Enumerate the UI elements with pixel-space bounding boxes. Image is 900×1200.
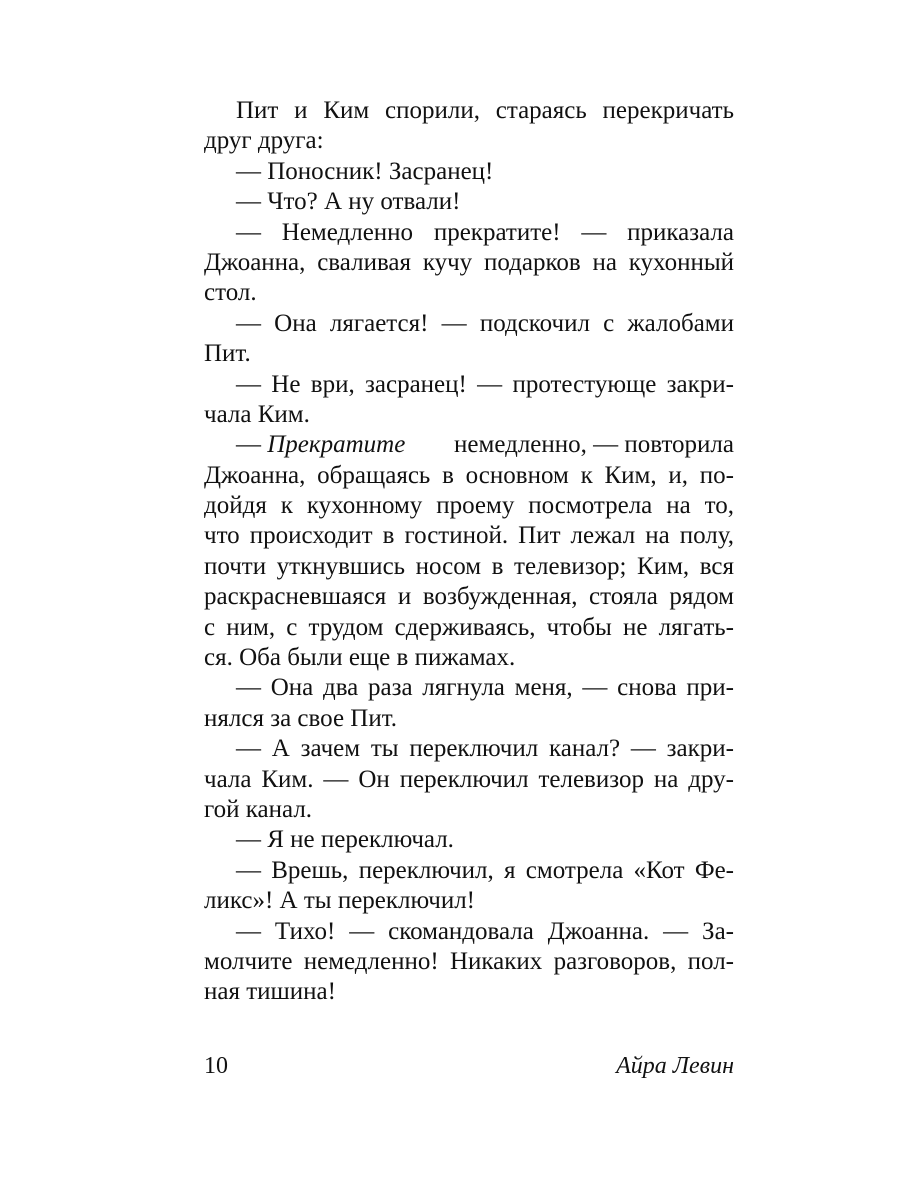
text-line: — Что? А ну отвали! — [236, 188, 461, 216]
text-line: — Тихо! — скомандовала Джоанна. — За- — [236, 917, 734, 945]
italic-phrase-wrap — [236, 430, 405, 460]
text-line: — Врешь, переключил, я смотрела «Кот Фе- — [236, 856, 734, 884]
text-line: — Она лягается! — подскочил с жалобами — [236, 309, 734, 337]
running-footer-author: Айра Левин — [616, 1053, 734, 1079]
text-line: Джоанна, обращаясь в основном к Ким, и, по- — [204, 461, 734, 489]
text-line: ся. Оба были еще в пижамах. — [204, 644, 516, 672]
dash-lead: — — [236, 431, 268, 459]
text-line: — Она два раза лягнула меня, — снова при- — [236, 674, 734, 702]
text-line: — Немедленно прекратите! — приказала — [236, 218, 734, 246]
italic-word: Прекратите — [267, 431, 406, 459]
text-line: дойдя к кухонному проему посмотрела на то, — [204, 492, 734, 520]
text-line: почти уткнувшись носом в телевизор; Ким, вся — [204, 552, 734, 580]
text-line: чала Ким. — [204, 400, 310, 428]
book-page-body — [204, 96, 734, 1008]
text-line: ная тишина! — [204, 978, 336, 1006]
text-line: Джоанна, сваливая кучу подарков на кухонный — [204, 248, 734, 276]
text-line: нялся за свое Пит. — [204, 704, 398, 732]
text-line: гой канал. — [204, 795, 313, 823]
text-line: друг друга: — [204, 127, 324, 155]
text-line: стол. — [204, 279, 257, 307]
text-line: Пит. — [204, 340, 251, 368]
page-number: 10 — [204, 1053, 228, 1079]
text-line: раскрасневшаяся и возбужденная, стояла рядом — [204, 583, 734, 611]
text-line: что происходит в гостиной. Пит лежал на полу, — [204, 522, 734, 550]
text-line: — Поносник! Засранец! — [236, 157, 494, 185]
line-rest: немедленно, — повторила — [454, 431, 734, 459]
text-line-with-italic — [204, 430, 734, 460]
text-line: — Я не переключал. — [236, 826, 454, 854]
text-line: ликс»! А ты переключил! — [204, 887, 475, 915]
text-line: чала Ким. — Он переключил телевизор на дру- — [204, 765, 734, 793]
text-line: молчите немедленно! Никаких разговоров, пол- — [204, 947, 734, 975]
text-line: с ним, с трудом сдерживаясь, чтобы не лягать- — [204, 613, 734, 641]
text-line: — Не ври, засранец! — протестующе закри- — [236, 370, 734, 398]
text-line: — А зачем ты переключил канал? — закри- — [236, 735, 734, 763]
text-line: Пит и Ким спорили, стараясь перекричать — [236, 97, 734, 124]
